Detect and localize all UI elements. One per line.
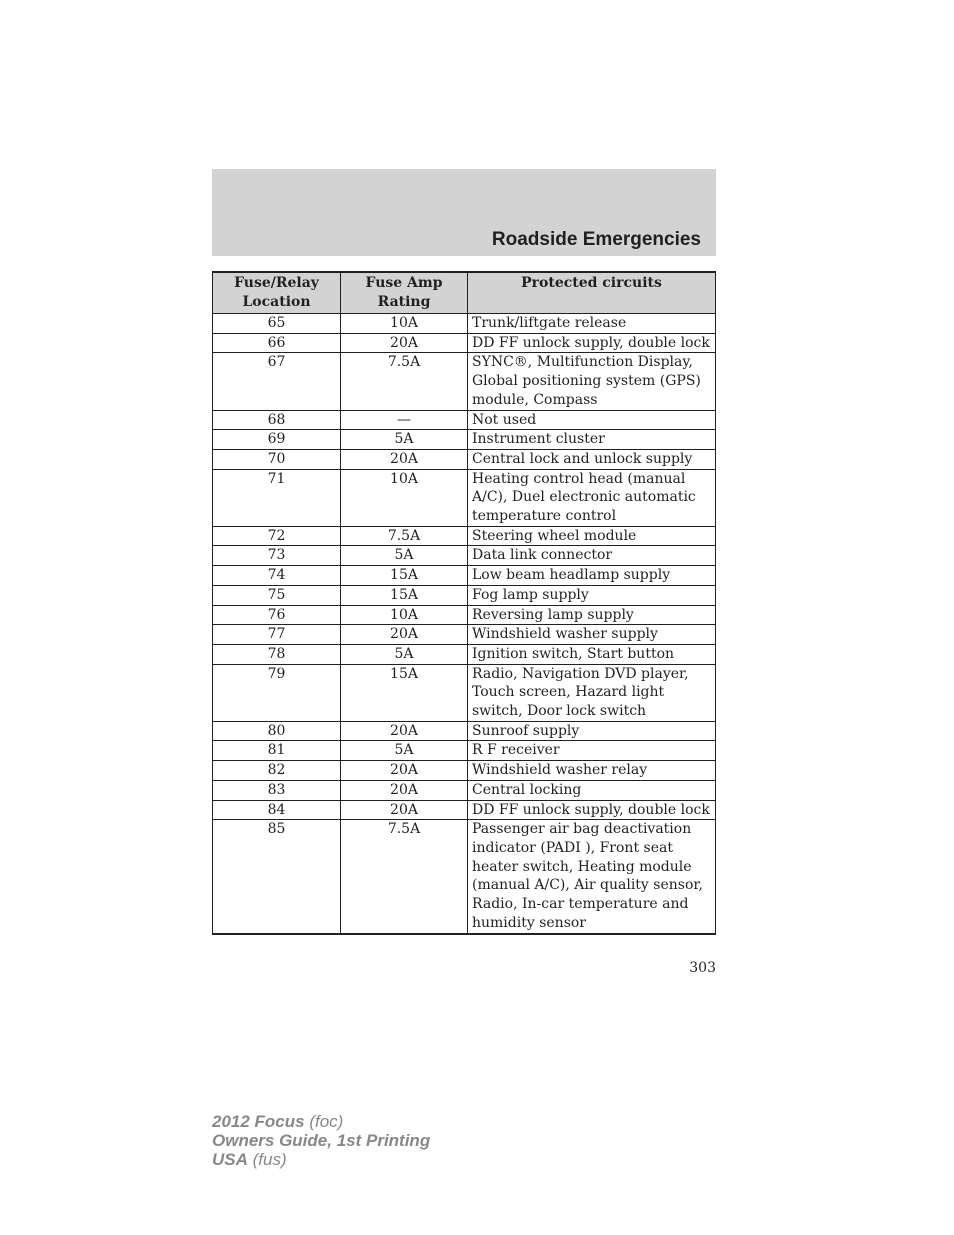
fuse-rating-cell: 15A [341, 664, 468, 721]
table-row [213, 605, 716, 625]
protected-circuits-cell: R F receiver [468, 741, 716, 761]
fuse-rating-cell: 20A [341, 780, 468, 800]
fuse-location-cell: 70 [213, 449, 341, 469]
fuse-location-cell: 71 [213, 469, 341, 526]
column-header-rating [341, 272, 468, 314]
table-row [213, 333, 716, 353]
footer-line-1 [212, 1112, 430, 1131]
fuse-rating-cell: 5A [341, 430, 468, 450]
fuse-rating-cell: 7.5A [341, 526, 468, 546]
fuse-rating-cell: 5A [341, 741, 468, 761]
fuse-location-cell: 85 [213, 820, 341, 934]
table-row [213, 526, 716, 546]
table-row [213, 644, 716, 664]
fuse-rating-cell: 20A [341, 800, 468, 820]
column-header-location-text: Fuse/Relay Location [234, 275, 319, 310]
protected-circuits-cell: Passenger air bag deactivation indicator (PADI ), Front seat heater switch, Heating module (manual A/C), Air quality sensor, Radio, In-car temperature and humidity sensor [468, 820, 716, 934]
fuse-rating-cell: 15A [341, 585, 468, 605]
fuse-rating-cell: 10A [341, 314, 468, 334]
fuse-location-cell: 74 [213, 566, 341, 586]
footer-line-3 [212, 1150, 430, 1169]
footer-model-code: (foc) [309, 1112, 344, 1131]
protected-circuits-cell: Steering wheel module [468, 526, 716, 546]
fuse-location-cell: 83 [213, 780, 341, 800]
table-row [213, 430, 716, 450]
protected-circuits-cell: Low beam headlamp supply [468, 566, 716, 586]
protected-circuits-cell: Heating control head (manual A/C), Duel electronic automatic temperature control [468, 469, 716, 526]
protected-circuits-cell: Instrument cluster [468, 430, 716, 450]
table-row [213, 353, 716, 410]
fuse-rating-cell: 15A [341, 566, 468, 586]
protected-circuits-cell: Central lock and unlock supply [468, 449, 716, 469]
table-row [213, 449, 716, 469]
footer-line-2 [212, 1131, 430, 1150]
column-header-circuits [468, 272, 716, 314]
fuse-rating-cell: 20A [341, 333, 468, 353]
table-row [213, 721, 716, 741]
fuse-location-cell: 68 [213, 410, 341, 430]
footer-model: 2012 Focus [212, 1112, 305, 1131]
footer [212, 1112, 430, 1169]
section-title: Roadside Emergencies [491, 229, 701, 250]
section-header-band [212, 169, 716, 256]
table-header-row [213, 272, 716, 314]
footer-guide: Owners Guide, 1st Printing [212, 1131, 431, 1150]
fuse-location-cell: 80 [213, 721, 341, 741]
fuse-rating-cell: 10A [341, 605, 468, 625]
table-row [213, 566, 716, 586]
fuse-location-cell: 78 [213, 644, 341, 664]
fuse-rating-cell: 7.5A [341, 820, 468, 934]
page-number: 303 [689, 960, 716, 976]
protected-circuits-cell: SYNC®, Multifunction Display, Global positioning system (GPS) module, Compass [468, 353, 716, 410]
fuse-rating-cell: 7.5A [341, 353, 468, 410]
fuse-location-cell: 81 [213, 741, 341, 761]
table-row [213, 410, 716, 430]
fuse-rating-cell: 5A [341, 546, 468, 566]
column-header-location [213, 272, 341, 314]
table-row [213, 741, 716, 761]
table-row [213, 780, 716, 800]
fuse-location-cell: 79 [213, 664, 341, 721]
fuse-location-cell: 72 [213, 526, 341, 546]
fuse-location-cell: 73 [213, 546, 341, 566]
footer-market: USA [212, 1150, 248, 1169]
fuse-location-cell: 69 [213, 430, 341, 450]
protected-circuits-cell: Central locking [468, 780, 716, 800]
table-row [213, 546, 716, 566]
protected-circuits-cell: Ignition switch, Start button [468, 644, 716, 664]
table-row [213, 585, 716, 605]
fuse-location-cell: 82 [213, 761, 341, 781]
fuse-rating-cell: 10A [341, 469, 468, 526]
fuse-location-cell: 77 [213, 625, 341, 645]
protected-circuits-cell: Reversing lamp supply [468, 605, 716, 625]
fuse-location-cell: 67 [213, 353, 341, 410]
protected-circuits-cell: Not used [468, 410, 716, 430]
protected-circuits-cell: Fog lamp supply [468, 585, 716, 605]
table-row [213, 314, 716, 334]
fuse-location-cell: 76 [213, 605, 341, 625]
protected-circuits-cell: Trunk/liftgate release [468, 314, 716, 334]
fuse-location-cell: 84 [213, 800, 341, 820]
fuse-rating-cell: 20A [341, 721, 468, 741]
table-row [213, 625, 716, 645]
fuse-rating-cell: 20A [341, 449, 468, 469]
footer-market-code: (fus) [252, 1150, 287, 1169]
fuse-location-cell: 75 [213, 585, 341, 605]
protected-circuits-cell: Data link connector [468, 546, 716, 566]
table-row [213, 761, 716, 781]
column-header-rating-text: Fuse Amp Rating [365, 275, 443, 310]
fuse-location-cell: 66 [213, 333, 341, 353]
fuse-table [212, 271, 716, 935]
table-row [213, 800, 716, 820]
fuse-rating-cell: 20A [341, 625, 468, 645]
fuse-rating-cell: — [341, 410, 468, 430]
protected-circuits-cell: Sunroof supply [468, 721, 716, 741]
protected-circuits-cell: Windshield washer relay [468, 761, 716, 781]
fuse-rating-cell: 20A [341, 761, 468, 781]
protected-circuits-cell: Windshield washer supply [468, 625, 716, 645]
protected-circuits-cell: DD FF unlock supply, double lock [468, 333, 716, 353]
fuse-location-cell: 65 [213, 314, 341, 334]
table-row [213, 820, 716, 934]
table-row [213, 664, 716, 721]
column-header-circuits-text: Protected circuits [521, 275, 662, 291]
table-row [213, 469, 716, 526]
fuse-rating-cell: 5A [341, 644, 468, 664]
protected-circuits-cell: DD FF unlock supply, double lock [468, 800, 716, 820]
protected-circuits-cell: Radio, Navigation DVD player, Touch screen, Hazard light switch, Door lock switch [468, 664, 716, 721]
